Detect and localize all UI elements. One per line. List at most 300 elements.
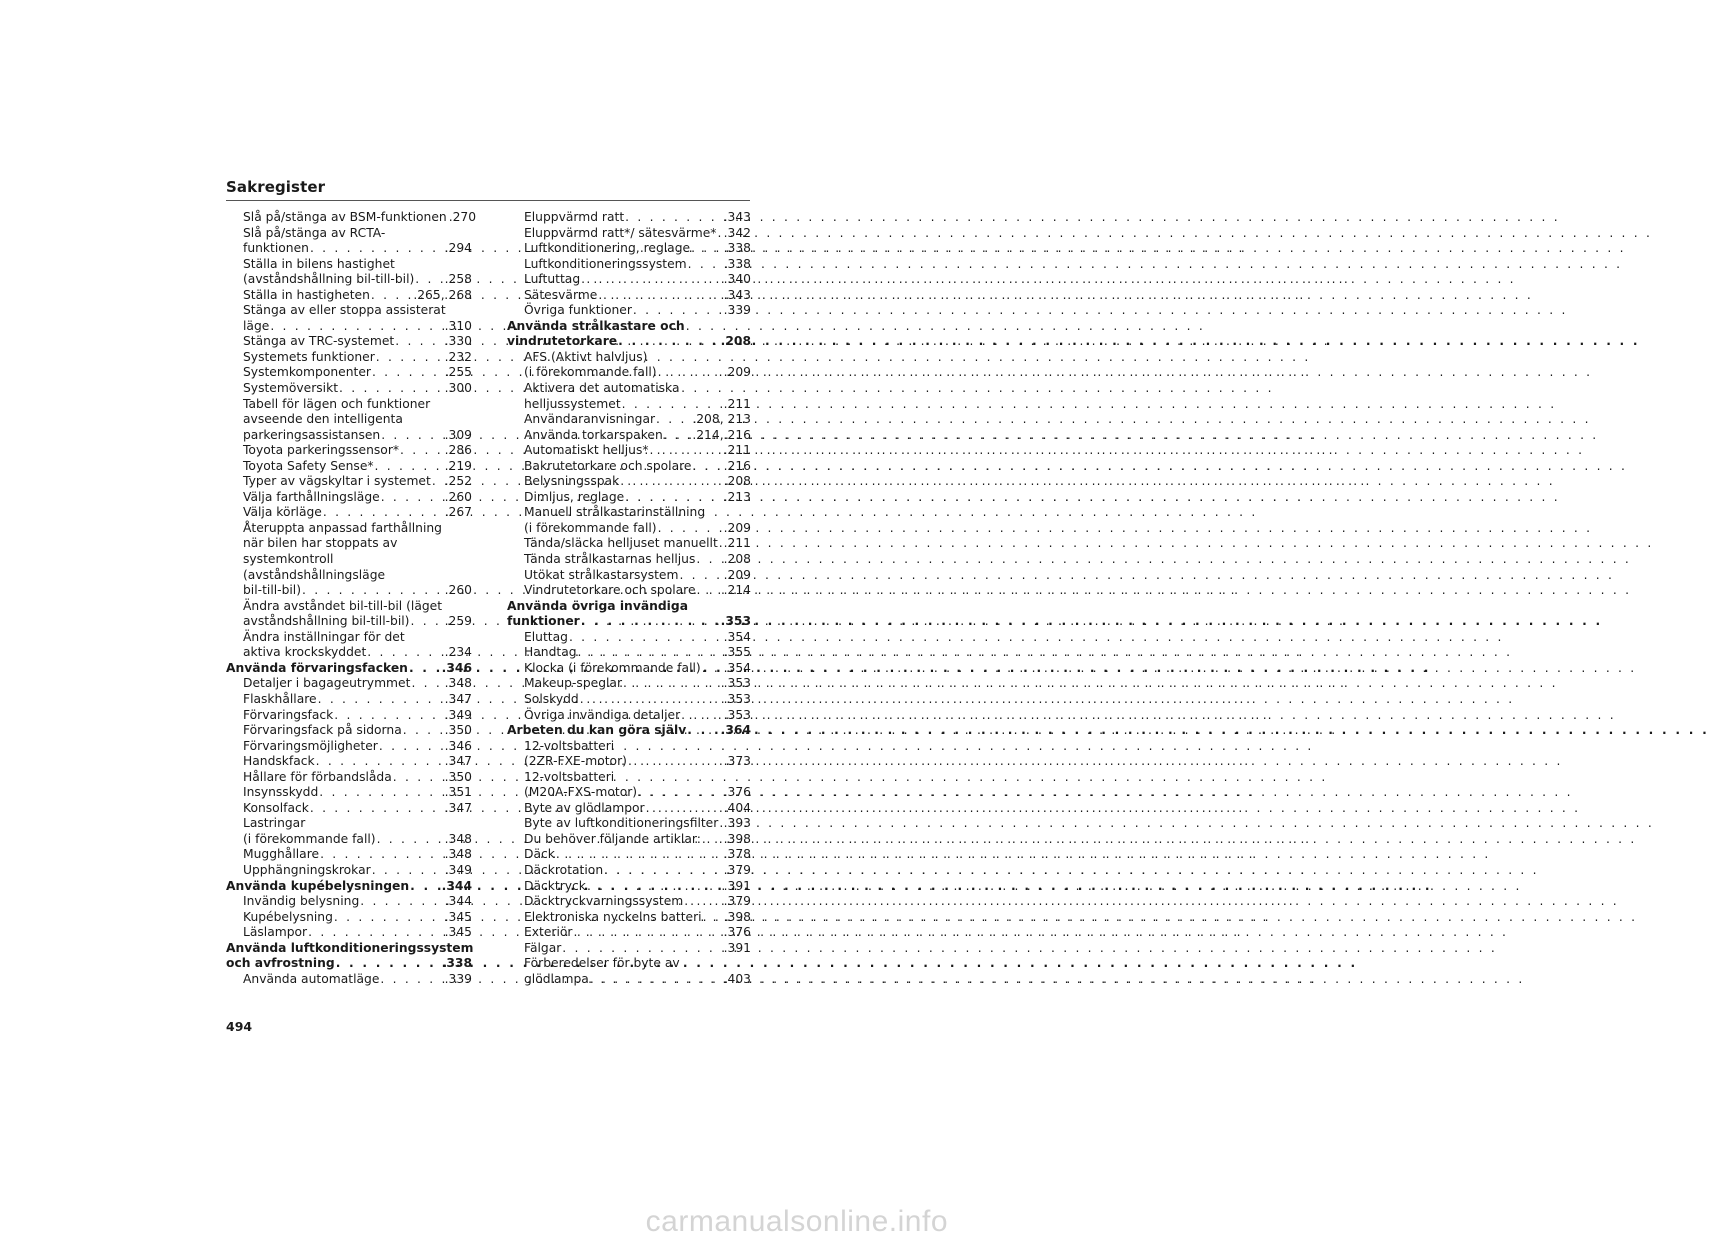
index-entry — [226, 428, 472, 444]
index-entry — [507, 630, 751, 646]
dot-leader — [410, 676, 444, 692]
index-page-ref: .260 — [444, 489, 472, 504]
index-entry-label: Ställa in bilens hastighet — [243, 256, 395, 271]
index-entry — [226, 319, 472, 335]
index-entry — [226, 754, 472, 770]
header-divider — [226, 200, 750, 201]
index-entry-label: Däck — [524, 847, 555, 862]
index-page-ref: .353 — [723, 707, 751, 722]
index-entry — [507, 381, 751, 397]
index-page-ref: .309 — [444, 427, 472, 442]
index-entry — [507, 443, 751, 459]
dot-leader — [394, 334, 444, 350]
index-entry — [226, 739, 472, 755]
index-page-ref: .232 — [444, 349, 472, 364]
dot-leader — [577, 645, 724, 661]
dot-leader — [624, 210, 723, 226]
index-entry — [507, 894, 751, 910]
index-entry — [226, 474, 472, 490]
index-entry-label: funktioner — [507, 614, 580, 629]
index-page-ref: .209 — [723, 365, 751, 380]
dot-leader — [645, 801, 724, 817]
index-entry — [226, 925, 472, 941]
dot-leader — [691, 459, 723, 475]
dot-leader — [269, 319, 444, 335]
index-entry-label: Luftuttag — [524, 272, 581, 287]
index-entry — [507, 226, 751, 242]
index-entry — [507, 863, 751, 879]
index-entry-label: bil-till-bil) — [243, 583, 302, 598]
index-page-ref: .339 — [444, 971, 472, 986]
dot-leader — [580, 614, 721, 630]
index-page-ref: .379 — [723, 894, 751, 909]
index-entry — [507, 288, 751, 304]
index-entry-label: Däcktryckvarningssystem — [524, 894, 684, 909]
index-page-ref: .234 — [444, 645, 472, 660]
index-entry-label: Elektroniska nyckelns batteri — [524, 909, 702, 924]
dot-leader — [589, 972, 724, 988]
section-title: Sakregister — [226, 178, 326, 196]
index-page-ref: .398 — [723, 909, 751, 924]
index-entry — [507, 847, 751, 863]
index-entry — [226, 226, 472, 242]
index-page-ref: .345 — [444, 909, 472, 924]
dot-leader — [380, 490, 445, 506]
index-entry — [226, 568, 472, 584]
index-entry-label: (i förekommande fall) — [524, 365, 657, 380]
dot-leader — [409, 614, 444, 630]
index-entry — [226, 443, 472, 459]
index-entry — [226, 210, 477, 226]
index-entry — [226, 910, 472, 926]
index-entry-label: Ändra avståndet bil-till-bil (läget — [243, 598, 443, 613]
index-entry-label: avseende den intelligenta — [243, 412, 403, 427]
index-entry — [507, 910, 751, 926]
index-entry — [507, 785, 751, 801]
dot-leader — [371, 863, 445, 879]
index-page-ref: .339 — [723, 303, 751, 318]
dot-leader — [617, 334, 721, 350]
index-entry — [507, 490, 751, 506]
dot-leader — [657, 521, 724, 537]
index-entry — [226, 490, 472, 506]
index-page-ref: .294 — [444, 241, 472, 256]
page-number: 494 — [226, 1019, 253, 1034]
index-entry-label: och avfrostning — [226, 956, 335, 971]
index-entry — [226, 552, 472, 568]
index-entry-label: glödlampa — [524, 971, 589, 986]
index-entry-label: Toyota parkeringssensor* — [243, 443, 400, 458]
index-entry-label: Luftkonditioneringssystem — [524, 256, 687, 271]
index-page-ref: .310 — [444, 318, 472, 333]
index-entry — [226, 599, 472, 615]
index-page-ref: .349 — [444, 707, 472, 722]
index-entry — [226, 536, 472, 552]
index-page-ref: .348 — [444, 847, 472, 862]
index-entry — [226, 692, 472, 708]
index-entry — [507, 801, 751, 817]
index-entry — [226, 676, 472, 692]
index-entry — [507, 708, 751, 724]
index-entry — [507, 459, 751, 475]
index-entry-label: Toyota Safety Sense* — [243, 458, 374, 473]
dot-leader — [655, 412, 692, 428]
index-page-ref: .364 — [720, 723, 751, 738]
index-page-ref: .355 — [723, 645, 751, 660]
index-entry-label: Kupébelysning — [243, 909, 333, 924]
index-entry — [226, 257, 472, 273]
index-page-ref: .211 — [723, 536, 751, 551]
index-entry — [226, 894, 472, 910]
index-entry — [507, 241, 751, 257]
index-entry — [226, 412, 472, 428]
index-entry-label: Förvaringsmöjligheter — [243, 738, 378, 753]
dot-leader — [637, 785, 724, 801]
index-entry — [507, 754, 751, 770]
index-page-ref: .270 — [448, 210, 477, 224]
index-entry — [226, 288, 472, 304]
index-entry — [226, 381, 472, 397]
index-entry-label: Dimljus, reglage — [524, 489, 625, 504]
index-entry — [507, 879, 751, 895]
index-entry-label: Flaskhållare — [243, 691, 317, 706]
index-page-ref: .211 — [723, 396, 751, 411]
index-page-ref: .353 — [723, 676, 751, 691]
index-entry-label: 12-voltsbatteri — [524, 738, 615, 753]
index-entry — [507, 661, 751, 677]
index-entry-label: (i förekommande fall) — [524, 520, 657, 535]
dot-leader — [307, 925, 445, 941]
dot-leader — [309, 801, 445, 817]
index-entry-label: vindrutetorkare — [507, 334, 618, 349]
index-entry-label: Slå på/stänga av BSM-funktionen — [243, 210, 447, 224]
index-entry — [226, 397, 472, 413]
index-page-ref: .346 — [441, 660, 472, 675]
dot-leader — [568, 630, 724, 646]
index-page-ref: .209 — [723, 520, 751, 535]
index-page-ref: .353 — [723, 691, 751, 706]
dot-leader — [409, 879, 442, 895]
dot-leader — [335, 956, 442, 972]
dot-leader — [374, 459, 445, 475]
index-entry-label: Återuppta anpassad farthållning — [243, 520, 442, 535]
index-entry — [226, 645, 472, 661]
index-page-ref: .343 — [723, 287, 751, 302]
dot-leader — [627, 754, 724, 770]
index-entry-label: Lastringar — [243, 816, 306, 831]
index-page-ref: .347 — [444, 754, 472, 769]
dot-leader — [579, 692, 724, 708]
index-page-ref: .349 — [444, 862, 472, 877]
index-entry-label: Förberedelser för byte av — [524, 956, 680, 971]
index-page-ref: .208 — [720, 334, 751, 349]
index-page-ref: .353 — [720, 614, 751, 629]
dot-leader — [318, 785, 444, 801]
index-page-ref: .354 — [723, 660, 751, 675]
index-entry — [507, 536, 751, 552]
index-entry-label: Använda övriga invändiga — [507, 598, 689, 613]
index-page-ref: .350 — [444, 723, 472, 738]
index-entry-label: Använda luftkonditioneringssystem — [226, 940, 474, 955]
index-entry-label: Tända strålkastarnas helljus — [524, 552, 696, 567]
index-entry-label: Makeup-speglar — [524, 676, 623, 691]
dot-leader — [408, 661, 442, 677]
watermark: carmanualsonline.info — [645, 1205, 948, 1238]
index-entry-label: Eluppvärmd ratt*/ sätesvärme* — [524, 225, 717, 240]
index-entry-label: Däcktryck — [524, 878, 586, 893]
index-heading — [507, 319, 751, 335]
index-entry — [507, 303, 751, 319]
index-page-ref: .347 — [444, 800, 472, 815]
index-entry — [507, 832, 751, 848]
index-page-ref: .354 — [723, 629, 751, 644]
index-heading — [226, 941, 472, 957]
dot-leader — [690, 241, 724, 257]
index-entry-label: Tabell för lägen och funktioner — [243, 396, 431, 411]
index-entry-label: Byte av luftkonditioneringsfilter — [524, 816, 719, 831]
index-entry — [507, 474, 751, 490]
dot-leader — [621, 397, 724, 413]
index-entry — [507, 210, 751, 226]
index-entry-label: (2ZR-FXE-motor) — [524, 754, 627, 769]
index-entry-label: Övriga invändiga detaljer — [524, 707, 681, 722]
dot-leader — [687, 257, 724, 273]
index-entry-label: Exteriör — [524, 925, 573, 940]
index-entry-label: Eluppvärmd ratt — [524, 210, 625, 224]
dot-leader — [359, 894, 444, 910]
index-entry — [226, 365, 472, 381]
index-entry-label: Du behöver följande artiklar: — [524, 831, 701, 846]
index-page-ref: .211 — [723, 443, 751, 458]
index-page-ref: .403 — [723, 971, 751, 986]
index-page-ref: .348 — [444, 831, 472, 846]
index-entry — [507, 428, 751, 444]
index-entry-label: Solskydd — [524, 691, 579, 706]
index-entry — [507, 739, 751, 755]
index-entry-label: (i förekommande fall) — [243, 831, 376, 846]
index-entry-label: Invändig belysning — [243, 894, 360, 909]
index-entry-label: Upphängningskrokar — [243, 862, 371, 877]
index-page-ref: .338 — [723, 241, 751, 256]
index-entry — [507, 412, 751, 428]
dot-leader — [597, 288, 723, 304]
index-entry — [507, 692, 751, 708]
dot-leader — [317, 692, 445, 708]
dot-leader — [380, 428, 444, 444]
index-page-ref: .219 — [444, 458, 472, 473]
dot-leader — [392, 770, 445, 786]
index-entry-label: Använda kupébelysningen — [226, 878, 410, 893]
index-entry — [226, 350, 472, 366]
index-entry-label: (avståndshållningsläge — [243, 567, 386, 582]
index-entry — [507, 272, 751, 288]
dot-leader — [573, 925, 724, 941]
index-entry-label: Manuell strålkastarinställning — [524, 505, 706, 520]
index-entry-label: när bilen har stoppats av — [243, 536, 398, 551]
index-entry-label: Byte av glödlampor — [524, 800, 645, 815]
dot-leader — [561, 941, 723, 957]
index-entry — [507, 552, 751, 568]
dot-leader — [379, 972, 444, 988]
index-entry — [226, 801, 472, 817]
index-entry — [507, 816, 751, 832]
dot-leader — [678, 568, 723, 584]
index-page-ref: .267 — [444, 505, 472, 520]
index-entry-label: Stänga av TRC-systemet — [243, 334, 395, 349]
dot-leader — [431, 474, 445, 490]
index-entry-label: Slå på/stänga av RCTA- — [243, 225, 386, 240]
index-entry-label: Använda automatläge — [243, 971, 380, 986]
index-entry — [226, 303, 472, 319]
index-entry-label: Ändra inställningar för det — [243, 629, 405, 644]
index-entry — [507, 505, 751, 521]
index-entry-label: Välja farthållningsläge — [243, 489, 380, 504]
index-entry-label: Däckrotation — [524, 862, 604, 877]
index-entry — [507, 676, 751, 692]
index-entry-label: Systemöversikt — [243, 381, 339, 396]
dot-leader — [414, 272, 444, 288]
dot-leader — [309, 241, 445, 257]
index-page-ref: .208 — [723, 552, 751, 567]
index-page-ref: .379 — [723, 862, 751, 877]
index-entry-label: Handskfack — [243, 754, 315, 769]
index-page-ref: .265, 268 — [413, 287, 472, 302]
index-column-left — [226, 210, 477, 987]
index-entry-label: Fälgar — [524, 940, 562, 955]
index-entry — [226, 723, 472, 739]
index-entry-label: Arbeten du kan göra själv — [507, 723, 687, 738]
index-entry — [507, 365, 751, 381]
dot-leader — [375, 350, 445, 366]
index-entry-label: Användaranvisningar — [524, 412, 656, 427]
index-entry — [226, 272, 472, 288]
index-entry — [226, 832, 472, 848]
index-entry-label: Typer av vägskyltar i systemet — [243, 474, 431, 489]
dot-leader — [301, 583, 445, 599]
dot-leader — [701, 661, 724, 677]
index-entry — [507, 645, 751, 661]
dot-leader — [702, 910, 724, 926]
index-page-ref: .351 — [444, 785, 472, 800]
index-entry — [226, 583, 472, 599]
index-column-right — [507, 210, 751, 987]
index-page-ref: .346 — [444, 738, 472, 753]
index-entry-label: Handtag — [524, 645, 577, 660]
index-entry-label: Insynsskydd — [243, 785, 319, 800]
index-entry-label: Systemets funktioner — [243, 349, 375, 364]
index-entry-label: Ställa in hastigheten — [243, 287, 370, 302]
index-entry-label: parkeringsassistansen — [243, 427, 381, 442]
dot-leader — [402, 723, 445, 739]
index-page-ref: .338 — [441, 956, 472, 971]
index-entry — [507, 521, 751, 537]
index-entry — [226, 847, 472, 863]
index-page-ref: .350 — [444, 769, 472, 784]
dot-leader — [695, 552, 723, 568]
index-page-ref: .209 — [723, 567, 751, 582]
index-entry-label: Konsolfack — [243, 800, 309, 815]
index-entry-label: systemkontroll — [243, 552, 334, 567]
index-entry-label: Mugghållare — [243, 847, 320, 862]
index-entry-label: Eluttag — [524, 629, 568, 644]
index-page-ref: .398 — [723, 831, 751, 846]
index-page-ref: .286 — [444, 443, 472, 458]
index-entry-label: Utökat strålkastarsystem — [524, 567, 679, 582]
index-page-ref: .378 — [723, 847, 751, 862]
index-entry-label: Övriga funktioner — [524, 303, 632, 318]
index-heading — [507, 334, 751, 350]
index-entry-label: Hållare för förbandslåda — [243, 769, 392, 784]
index-entry-label: Använda torkarspaken — [524, 427, 663, 442]
dot-leader — [603, 863, 724, 879]
dot-leader — [716, 226, 723, 242]
index-page-ref: .255 — [444, 365, 472, 380]
index-entry — [507, 925, 751, 941]
dot-leader — [619, 474, 723, 490]
index-page-ref: .393 — [723, 816, 751, 831]
index-entry-label: läge — [243, 318, 270, 333]
index-page-ref: .208, 213 — [692, 412, 751, 427]
index-heading — [226, 879, 472, 895]
index-page-ref: .259 — [444, 614, 472, 629]
index-page-ref: .208 — [723, 474, 751, 489]
index-entry — [507, 397, 751, 413]
index-entry-label: (avståndshållning bil-till-bil) — [243, 272, 415, 287]
index-heading — [507, 614, 751, 630]
index-entry — [507, 350, 751, 366]
index-heading — [507, 599, 751, 615]
dot-leader — [399, 443, 445, 459]
index-entry-label: Använda strålkastare och — [507, 318, 685, 333]
index-entry — [507, 941, 751, 957]
index-entry-label: funktionen — [243, 241, 309, 256]
index-entry — [226, 334, 472, 350]
dot-leader — [378, 739, 445, 755]
index-entry — [507, 257, 751, 273]
index-entry-label: Förvaringsfack på sidorna — [243, 723, 402, 738]
index-entry-label: Förvaringsfack — [243, 707, 334, 722]
dot-leader — [586, 879, 724, 895]
dot-leader — [624, 490, 723, 506]
index-entry-label: aktiva krockskyddet — [243, 645, 367, 660]
dot-leader — [371, 365, 445, 381]
index-entry-label: Välja körläge — [243, 505, 322, 520]
dot-leader — [701, 832, 724, 848]
dot-leader — [370, 288, 413, 304]
index-entry — [226, 521, 472, 537]
index-entry — [507, 568, 751, 584]
index-entry — [226, 459, 472, 475]
index-page-ref: .373 — [723, 754, 751, 769]
index-entry-label: Automatiskt helljus* — [524, 443, 649, 458]
index-entry-label: Luftkonditionering, reglage — [524, 241, 691, 256]
index-page-ref: .344 — [441, 878, 472, 893]
index-page-ref: .214 — [723, 583, 751, 598]
index-page-ref: .216 — [723, 458, 751, 473]
index-entry — [226, 972, 472, 988]
index-page-ref: .404 — [723, 800, 751, 815]
dot-leader — [322, 505, 445, 521]
index-page-ref: .258 — [444, 272, 472, 287]
index-entry — [226, 630, 472, 646]
index-entry — [507, 956, 751, 972]
index-entry-label: AFS (Aktivt halvljus) — [524, 349, 648, 364]
index-entry — [226, 816, 472, 832]
index-entry-label: Klocka (i förekommande fall) — [524, 660, 701, 675]
index-entry-label: (M20A-FXS-motor) — [524, 785, 638, 800]
index-entry-label: Vindrutetorkare och spolare — [524, 583, 696, 598]
index-page-ref: .376 — [723, 785, 751, 800]
